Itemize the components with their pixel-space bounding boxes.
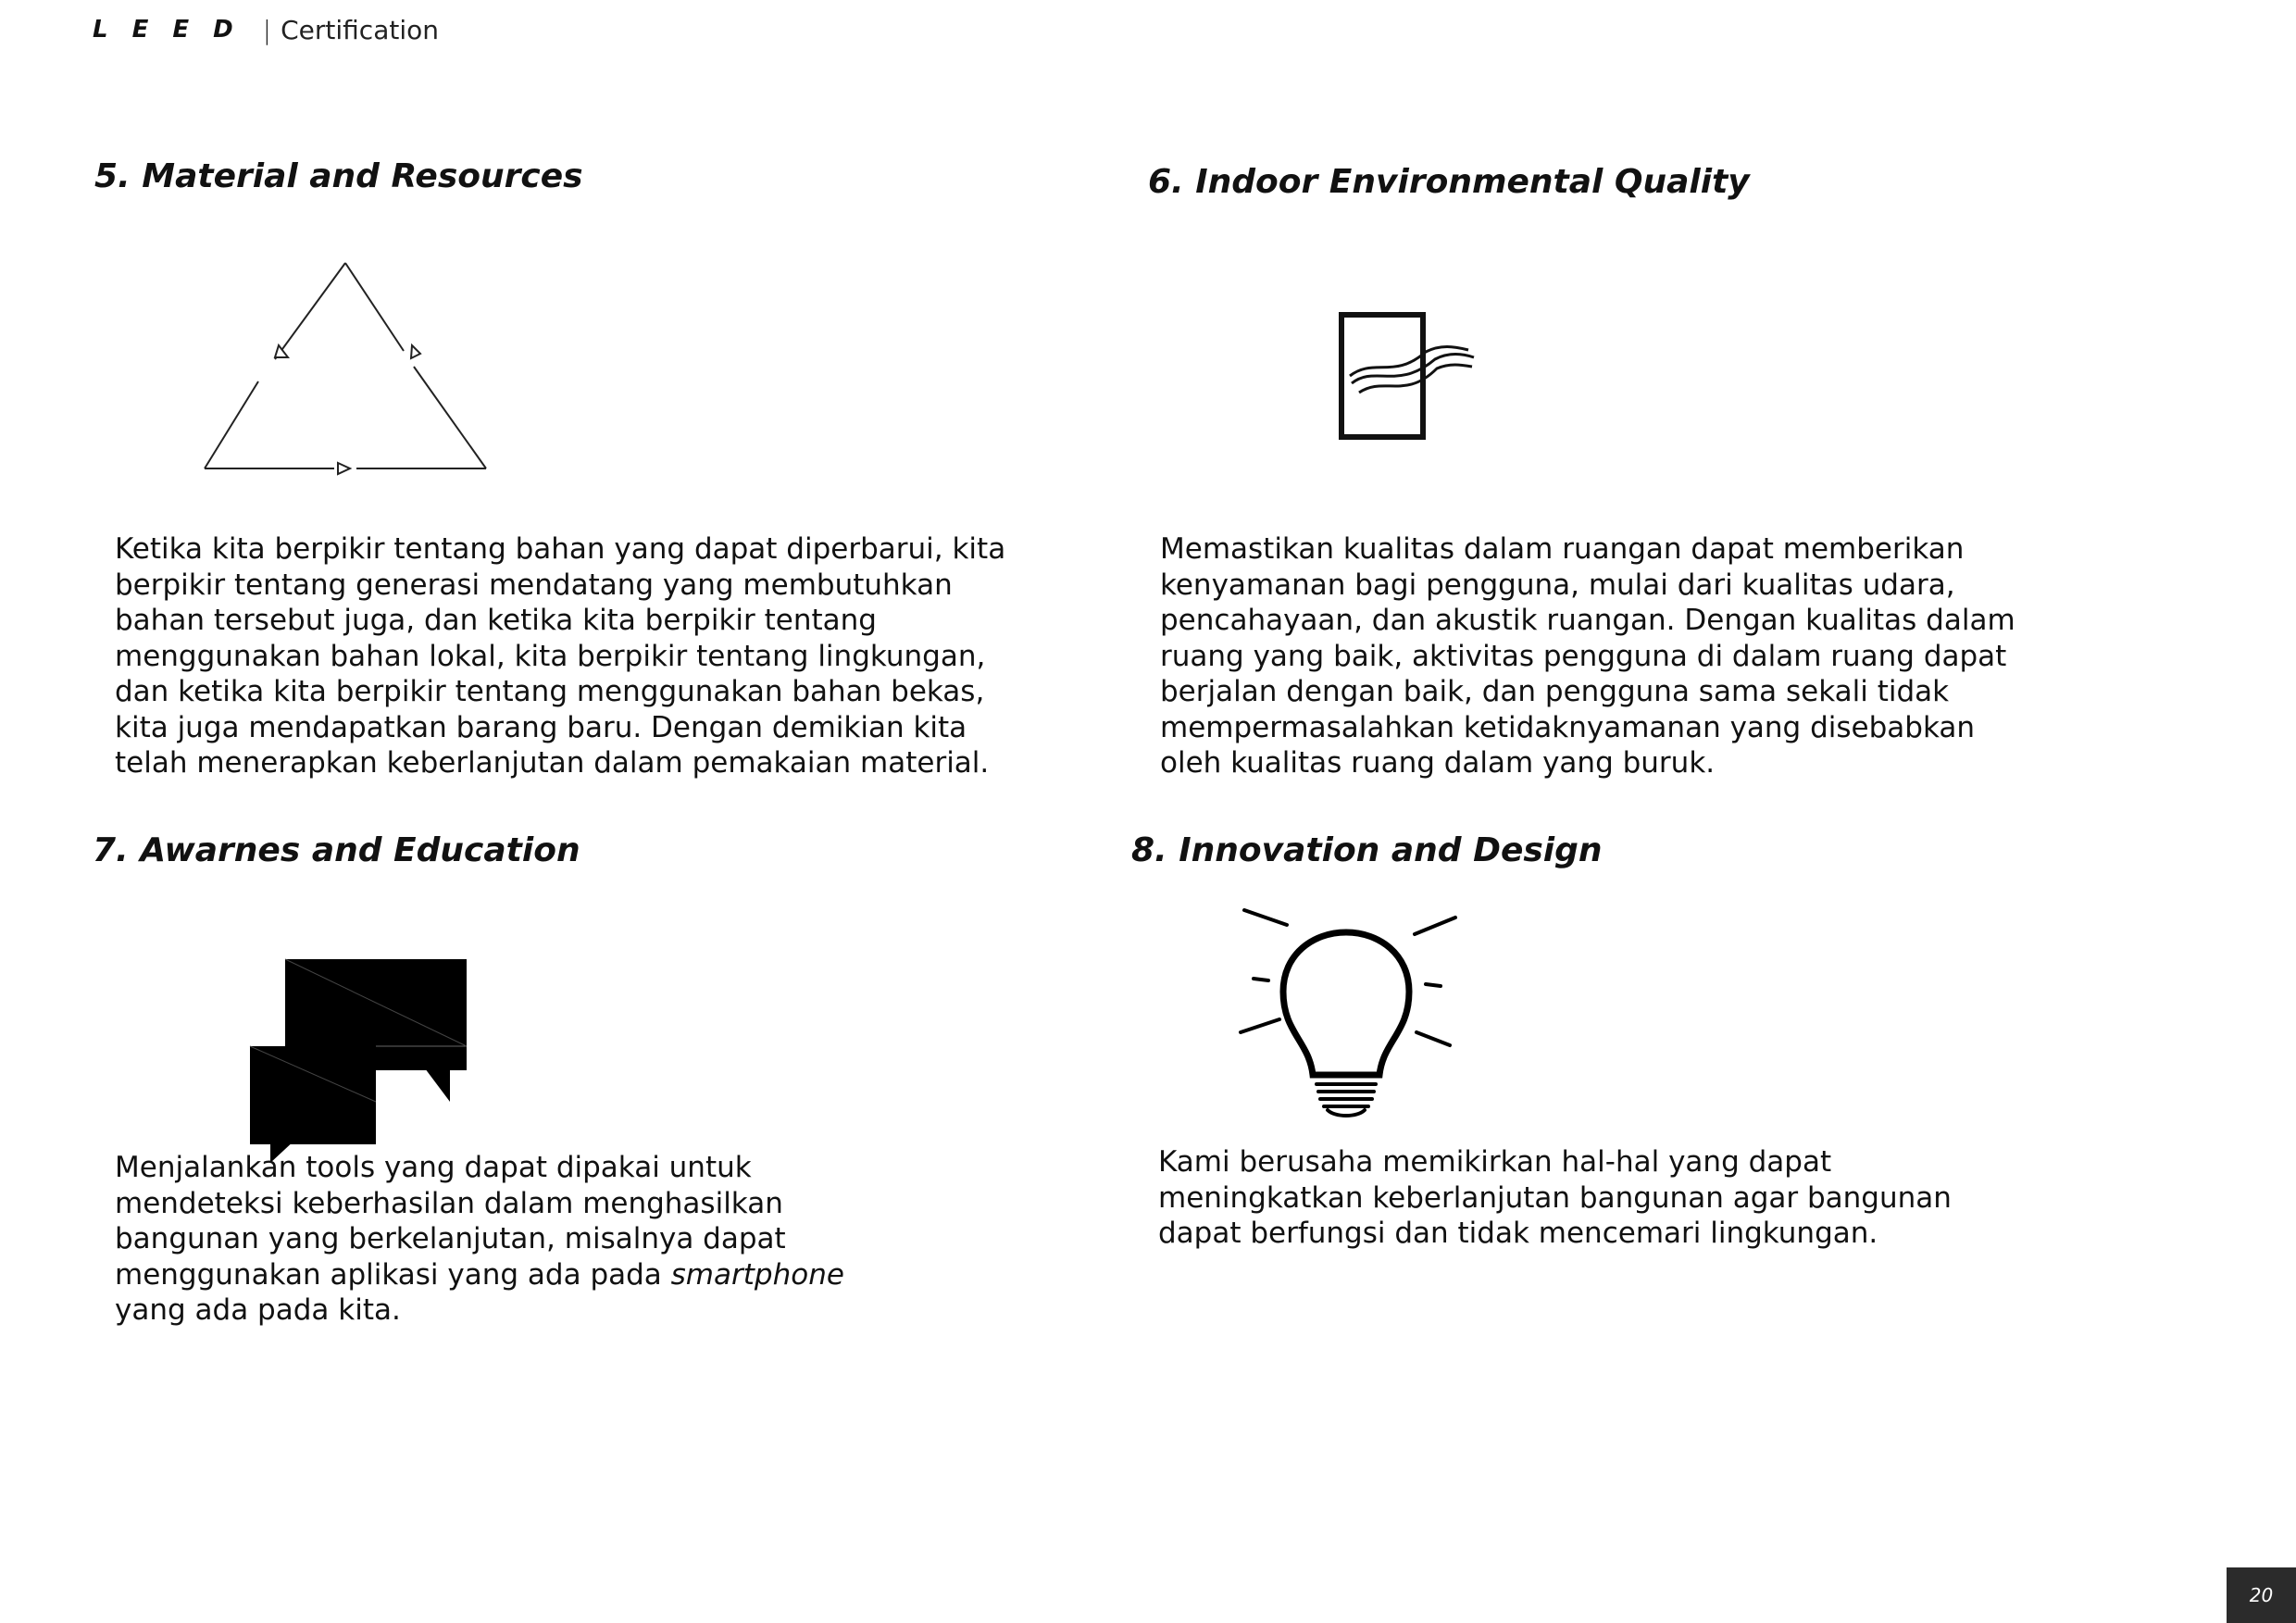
section-heading-material-resources: 5. Material and Resources	[94, 157, 583, 195]
section-text-indoor-environmental-quality: Memastikan kualitas dalam ruangan dapat memberikan kenyamanan bagi pengguna, mulai dari kualitas udara, pencahayaan, dan akustik ruangan. Dengan kualitas dalam ruang yang baik, aktivitas pengguna di dalam ruang dapat berjalan dengan baik, dan pengguna sama sekali tidak mempermasalahkan ketidaknyamanan yang disebabkan oleh kualitas ruang dalam yang buruk.	[1160, 532, 2015, 780]
text-part: Menjalankan tools yang dapat dipakai untuk mendeteksi keberhasilan dalam menghasilkan bangunan yang berkelanjutan, misalnya dapat menggunakan aplikasi yang ada pada	[115, 1151, 786, 1292]
section-text-material-resources: Ketika kita berpikir tentang bahan yang dapat diperbarui, kita berpikir tentang generasi mendatang yang membutuhkan bahan tersebut juga, dan ketika kita berpikir tentang menggunakan bahan lokal, kita berpikir tentang lingkungan, dan ketika kita berpikir tentang menggunakan bahan bekas, kita juga mendapatkan barang baru. Dengan demikian kita telah menerapkan keberlanjutan dalam pemakaian material.	[115, 532, 1006, 780]
section-text-innovation-design: Kami berusaha memikirkan hal-hal yang dapat meningkatkan keberlanjutan bangunan agar bangunan dapat berfungsi dan tidak mencemari lingkungan.	[1158, 1145, 1952, 1250]
section-heading-awareness-education: 7. Awarnes and Education	[93, 831, 580, 869]
text-emphasis-smartphone: smartphone	[670, 1257, 844, 1292]
header-separator: |	[262, 14, 272, 45]
header-section-title: Certification	[281, 14, 439, 45]
light-bulb-icon	[1231, 903, 1463, 1120]
text-part: yang ada pada kita.	[115, 1293, 401, 1327]
brand-logo-text: LEED	[93, 16, 257, 44]
section-text-awareness-education	[115, 1150, 892, 1329]
recycle-triangle-icon	[199, 257, 495, 480]
section-heading-innovation-design: 8. Innovation and Design	[1131, 831, 1603, 869]
speech-bubbles-icon	[248, 954, 470, 1148]
window-airflow-icon	[1333, 307, 1481, 446]
page-number-badge: 20	[2227, 1567, 2296, 1623]
page-header	[93, 11, 439, 48]
section-heading-indoor-environmental-quality: 6. Indoor Environmental Quality	[1148, 163, 1750, 201]
